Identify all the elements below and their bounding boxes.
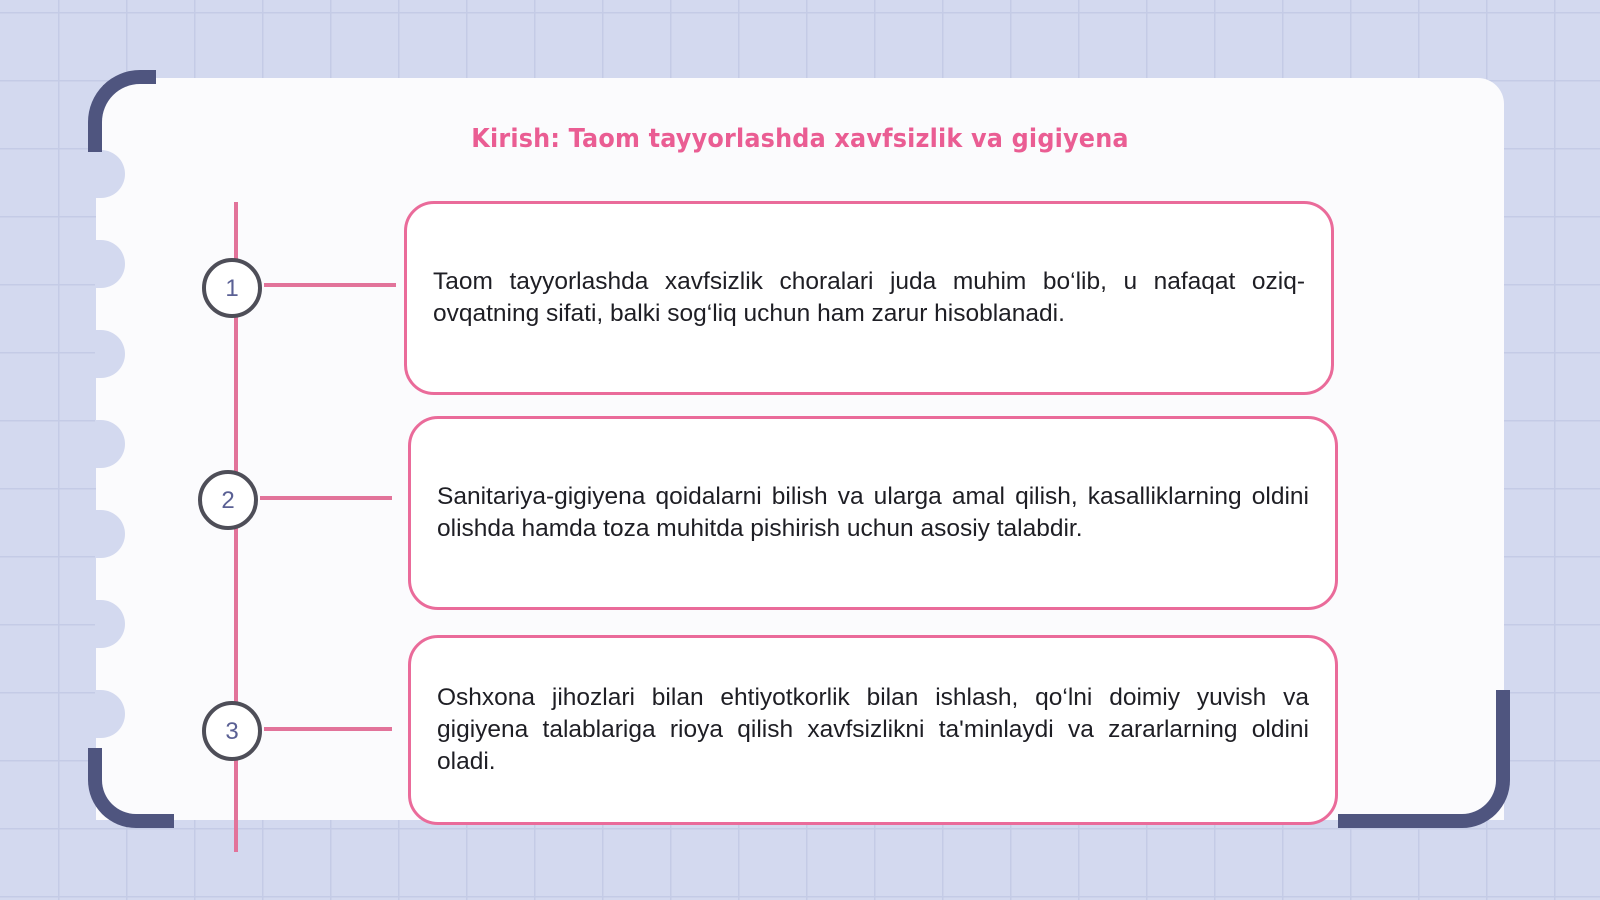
step-text-3: Oshxona jihozlari bilan ehtiyotkorlik bilan ishlash, qo‘lni doimiy yuvish va gigiyena talablariga rioya qilish xavfsizlikni ta'minlaydi va zararlarning oldini oladi. — [437, 684, 1309, 775]
step-box-2 — [408, 416, 1338, 610]
step-connector — [260, 496, 392, 500]
step-box-3 — [408, 635, 1338, 825]
step-connector — [264, 727, 392, 731]
step-number-3: 3 — [202, 701, 262, 761]
step-text-2: Sanitariya-gigiyena qoidalarni bilish va ularga amal qilish, kasalliklarning oldini olishda hamda toza muhitda pishirish uchun asosiy talabdir. — [437, 483, 1309, 542]
frame-corner-bottom-right — [1338, 690, 1510, 828]
step-box-1 — [404, 201, 1334, 395]
slide-title: Kirish: Taom tayyorlashda xavfsizlik va gigiyena — [471, 124, 1129, 154]
step-number-1: 1 — [202, 258, 262, 318]
step-text-1: Taom tayyorlashda xavfsizlik choralari juda muhim bo‘lib, u nafaqat oziq-ovqatning sifati, balki sog‘liq uchun ham zarur hisoblanadi. — [433, 268, 1305, 327]
step-connector — [264, 283, 396, 287]
step-number-2: 2 — [198, 470, 258, 530]
